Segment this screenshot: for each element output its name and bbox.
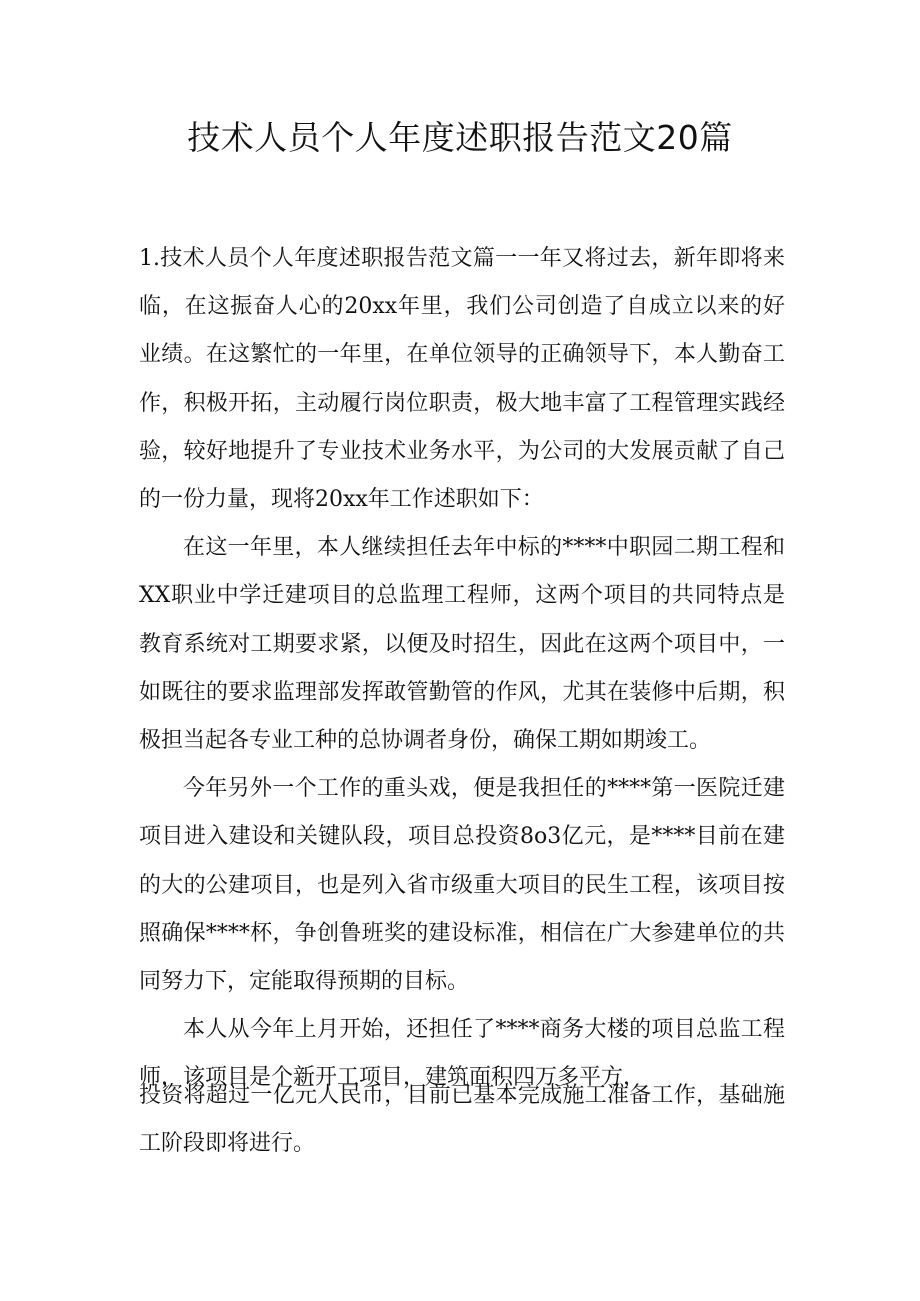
paragraph-intro: 1.技术人员个人年度述职报告范文篇一一年又将过去，新年即将来临，在这振奋人心的20xx年里，我们公司创造了自成立以来的好业绩。在这繁忙的一年里，在单位领导的正确领导下，本人勤奋工作，积极开拓，主动履行岗位职责，极大地丰富了工程管理实践经验，较好地提升了专业技术业务水平，为公司的大发展贡献了自己的一份力量，现将20xx年工作述职如下： — [139, 246, 785, 513]
paragraph-commercial-building: 本人从今年上月开始，还担任了****商务大楼的项目总监工程师，该项目是个新开工项目，建筑面积四万多平方， — [139, 1017, 785, 1091]
document-body — [139, 235, 785, 1103]
paragraph-hospital-project: 今年另外一个工作的重头戏，便是我担任的****第一医院迁建项目进入建设和关键队段，项目总投资8o3亿元，是****目前在建的大的公建项目，也是列入省市级重大项目的民生工程，该项目按照确保****杯，争创鲁班奖的建设标准，相信在广大参建单位的共同努力下，定能取得预期的目标。 — [139, 776, 785, 995]
document-title: 技术人员个人年度述职报告范文20篇 — [187, 118, 733, 157]
paragraph-school-projects: 在这一年里，本人继续担任去年中标的****中职园二期工程和XX职业中学迁建项目的总监理工程师，这两个项目的共同特点是教育系统对工期要求紧，以便及时招生，因此在这两个项目中，一如既往的要求监理部发挥敢管勤管的作风，尤其在装修中后期，积极担当起各专业工种的总协调者身份，确保工期如期竣工。 — [139, 535, 785, 754]
paragraph-investment: 投资将超过一亿元人民币，目前已基本完成施工准备工作，基础施工阶段即将进行。 — [139, 1083, 785, 1157]
document-body-continued — [139, 1072, 785, 1168]
